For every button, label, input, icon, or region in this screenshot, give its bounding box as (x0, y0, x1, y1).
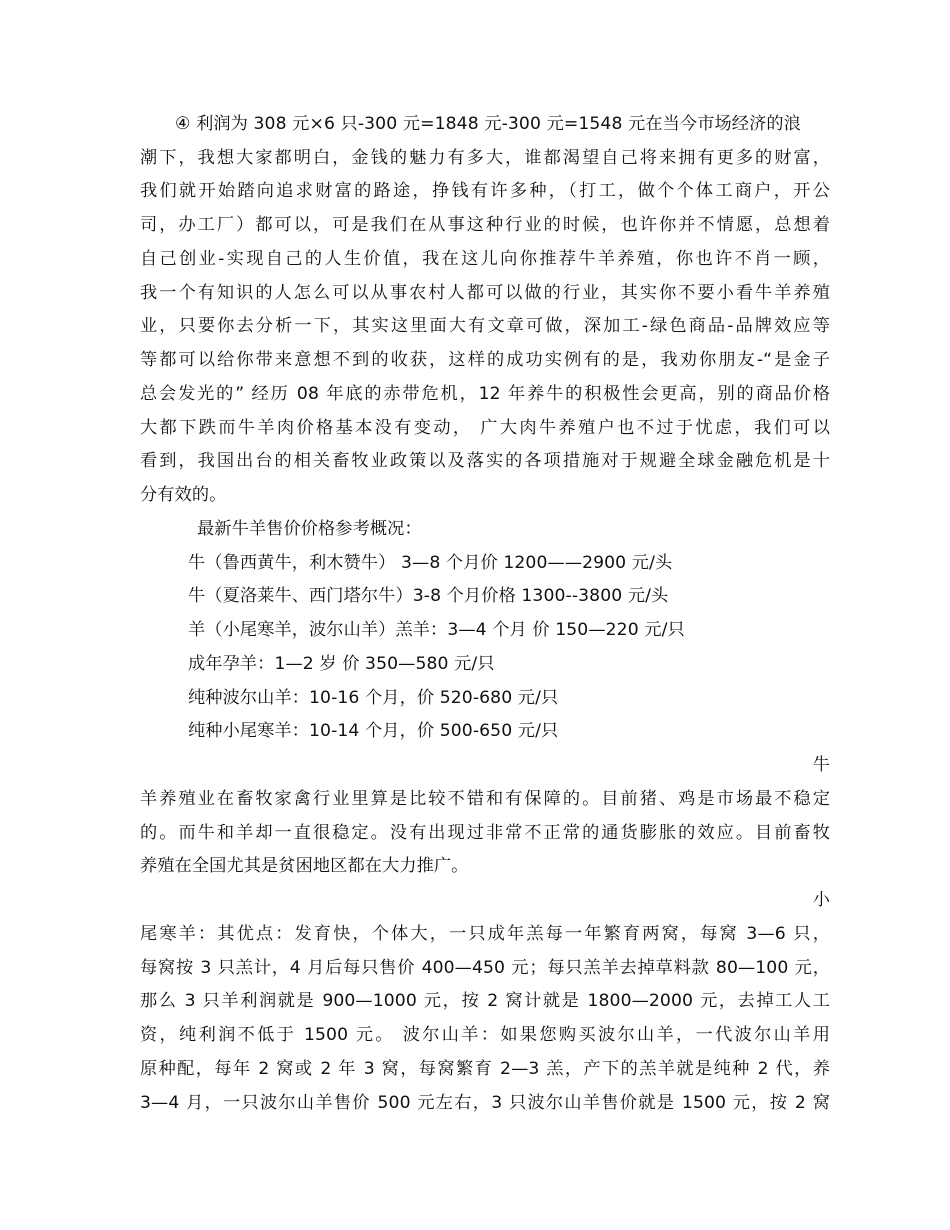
price-heading: 最新牛羊售价价格参考概况： (197, 519, 422, 539)
para2-lead: 牛 (812, 755, 830, 775)
para2-line-1: 羊养殖业在畜牧家禽行业里算是比较不错和有保障的。目前猪、鸡是市场最不稳定 (140, 789, 830, 809)
para1-line-2: 潮下，我想大家都明白，金钱的魅力有多大，谁都渴望自己将来拥有更多的财富， (140, 148, 830, 168)
para3-lead: 小 (812, 890, 830, 910)
para3-line-2: 每窝按 3 只羔计，4 月后每只售价 400—450 元；每只羔羊去掉草料款 80—100 元， (140, 958, 830, 978)
price-item-2: 牛（夏洛莱牛、西门塔尔牛）3-8 个月价格 1300--3800 元/头 (188, 586, 669, 606)
para3-line-4: 资，纯利润不低于 1500 元。 波尔山羊：如果您购买波尔山羊，一代波尔山羊用 (140, 1025, 830, 1045)
para1-line-3: 我们就开始踏向追求财富的路途，挣钱有许多种，（打工，做个个体工商户，开公 (140, 181, 830, 201)
para1-line-4: 司，办工厂）都可以，可是我们在从事这种行业的时候，也许你并不情愿，总想着 (140, 215, 830, 235)
para1-line-10: 大都下跌而牛羊肉价格基本没有变动， 广大肉牛养殖户也不过于忧虑，我们可以 (140, 418, 830, 438)
para3-line-1: 尾寒羊：其优点：发育快，个体大，一只成年羔每一年繁育两窝，每窝 3—6 只， (140, 924, 830, 944)
para2-line-3: 养殖在全国尤其是贫困地区都在大力推广。 (140, 856, 469, 876)
para3-line-5: 原种配，每年 2 窝或 2 年 3 窝，每窝繁育 2—3 羔，产下的羔羊就是纯种 2 代，养 (140, 1059, 830, 1079)
price-item-6: 纯种小尾寒羊：10-14 个月，价 500-650 元/只 (188, 721, 559, 741)
para2-line-2: 的。而牛和羊却一直很稳定。没有出现过非常不正常的通货膨胀的效应。目前畜牧 (140, 823, 830, 843)
para3-line-6: 3—4 月，一只波尔山羊售价 500 元左右，3 只波尔山羊售价就是 1500 元，按 2 窝 (140, 1093, 830, 1113)
price-item-3: 羊（小尾寒羊，波尔山羊）羔羊：3—4 个月 价 150—220 元/只 (188, 620, 685, 640)
para3-line-3: 那么 3 只羊利润就是 900—1000 元，按 2 窝计就是 1800—2000 元，去掉工人工 (140, 991, 830, 1011)
price-item-4: 成年孕羊：1—2 岁 价 350—580 元/只 (188, 654, 495, 674)
para1-line-8: 等都可以给你带来意想不到的收获，这样的成功实例有的是，我劝你朋友-“是金子 (140, 350, 830, 370)
para1-line-7: 业，只要你去分析一下，其实这里面大有文章可做，深加工-绿色商品-品牌效应等 (140, 316, 830, 336)
para1-line-6: 我一个有知识的人怎么可以从事农村人都可以做的行业，其实你不要小看牛羊养殖 (140, 283, 830, 303)
para1-line-12: 分有效的。 (140, 485, 227, 505)
para1-line-5: 自己创业-实现自己的人生价值，我在这儿向你推荐牛羊养殖，你也许不肖一顾， (140, 249, 830, 269)
para1-line-11: 看到，我国出台的相关畜牧业政策以及落实的各项措施对于规避全球金融危机是十 (140, 451, 830, 471)
para1-line-9: 总会发光的” 经历 08 年底的赤带危机，12 年养牛的积极性会更高，别的商品价格 (140, 384, 830, 404)
price-item-1: 牛（鲁西黄牛，利木赞牛） 3—8 个月价 1200——2900 元/头 (188, 553, 673, 573)
para1-line-1: ④ 利润为 308 元×6 只-300 元=1848 元-300 元=1548 元在当今市场经济的浪 (175, 114, 801, 134)
price-item-5: 纯种波尔山羊：10-16 个月，价 520-680 元/只 (188, 688, 559, 708)
